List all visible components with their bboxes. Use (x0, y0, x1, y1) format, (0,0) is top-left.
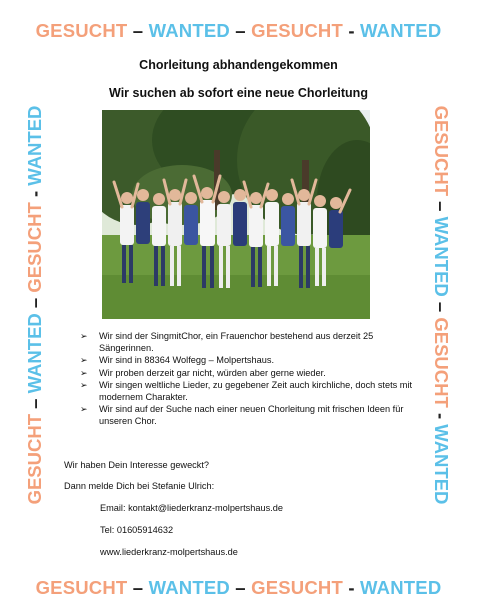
page-title: Chorleitung abhandengekommen (139, 58, 338, 72)
page-subtitle: Wir suchen ab sofort eine neue Chorleitung (109, 86, 368, 100)
banner-word: GESUCHT (431, 317, 452, 408)
banner-word: GESUCHT (251, 577, 343, 598)
banner-word: WANTED (24, 313, 45, 394)
banner-dash: – (24, 393, 45, 414)
banner-word: GESUCHT (35, 577, 128, 598)
banner-word: WANTED (431, 216, 452, 297)
list-item: ➢ Wir proben derzeit gar nicht, würden aber gerne wieder. (80, 367, 326, 378)
bottom-banner (0, 577, 477, 599)
contact-intro: Dann melde Dich bei Stefanie Ulrich: (64, 481, 215, 491)
banner-word: WANTED (24, 105, 45, 186)
banner-word: GESUCHT (24, 202, 45, 293)
banner-word: WANTED (148, 20, 230, 41)
email-line: Email: kontakt@liederkranz-molpertshaus.de (100, 503, 283, 513)
banner-dash: – (24, 292, 45, 314)
banner-dash: - (343, 577, 361, 598)
choir-group-photo (102, 110, 370, 319)
list-item: ➢ Wir sind auf der Suche nach einer neuen Chorleitung mit frischen Ideen für unseren Chor. (80, 404, 404, 427)
banner-word: WANTED (431, 424, 452, 505)
arrow-bullet-icon: ➢ (80, 355, 88, 366)
arrow-bullet-icon: ➢ (80, 379, 88, 390)
arrow-bullet-icon: ➢ (80, 331, 88, 341)
phone-line: Tel: 01605914632 (100, 525, 174, 535)
banner-word: WANTED (360, 20, 442, 41)
banner-dash: - (431, 407, 452, 425)
banner-dash: – (431, 196, 452, 217)
banner-dash: – (127, 577, 149, 598)
banner-word: WANTED (360, 577, 442, 598)
arrow-bullet-icon: ➢ (80, 404, 88, 415)
feature-list (78, 330, 418, 428)
list-item: ➢ Wir sind in 88364 Wolfegg – Molpertshaus. (80, 355, 274, 366)
banner-word: GESUCHT (35, 20, 128, 41)
website-line: www.liederkranz-molpertshaus.de (100, 547, 238, 557)
banner-word: WANTED (148, 577, 230, 598)
banner-dash: – (127, 20, 149, 41)
banner-word: GESUCHT (24, 413, 45, 505)
banner-word: GESUCHT (251, 20, 343, 41)
banner-dash: – (229, 20, 252, 41)
list-item: ➢ Wir singen weltliche Lieder, zu gegebener Zeit auch kirchliche, doch stets mit modernem Charakter. (80, 379, 413, 403)
interest-question: Wir haben Dein Interesse geweckt? (64, 460, 210, 470)
banner-dash: - (24, 185, 45, 203)
banner-dash: – (229, 577, 252, 598)
banner-dash: - (343, 20, 361, 41)
arrow-bullet-icon: ➢ (80, 367, 88, 378)
list-item: ➢ Wir sind der SingmitChor, ein Frauenchor bestehend aus derzeit 25 Sängerinnen. (80, 331, 374, 354)
top-banner (0, 20, 477, 42)
banner-dash: – (431, 296, 452, 318)
banner-word: GESUCHT (431, 105, 452, 197)
